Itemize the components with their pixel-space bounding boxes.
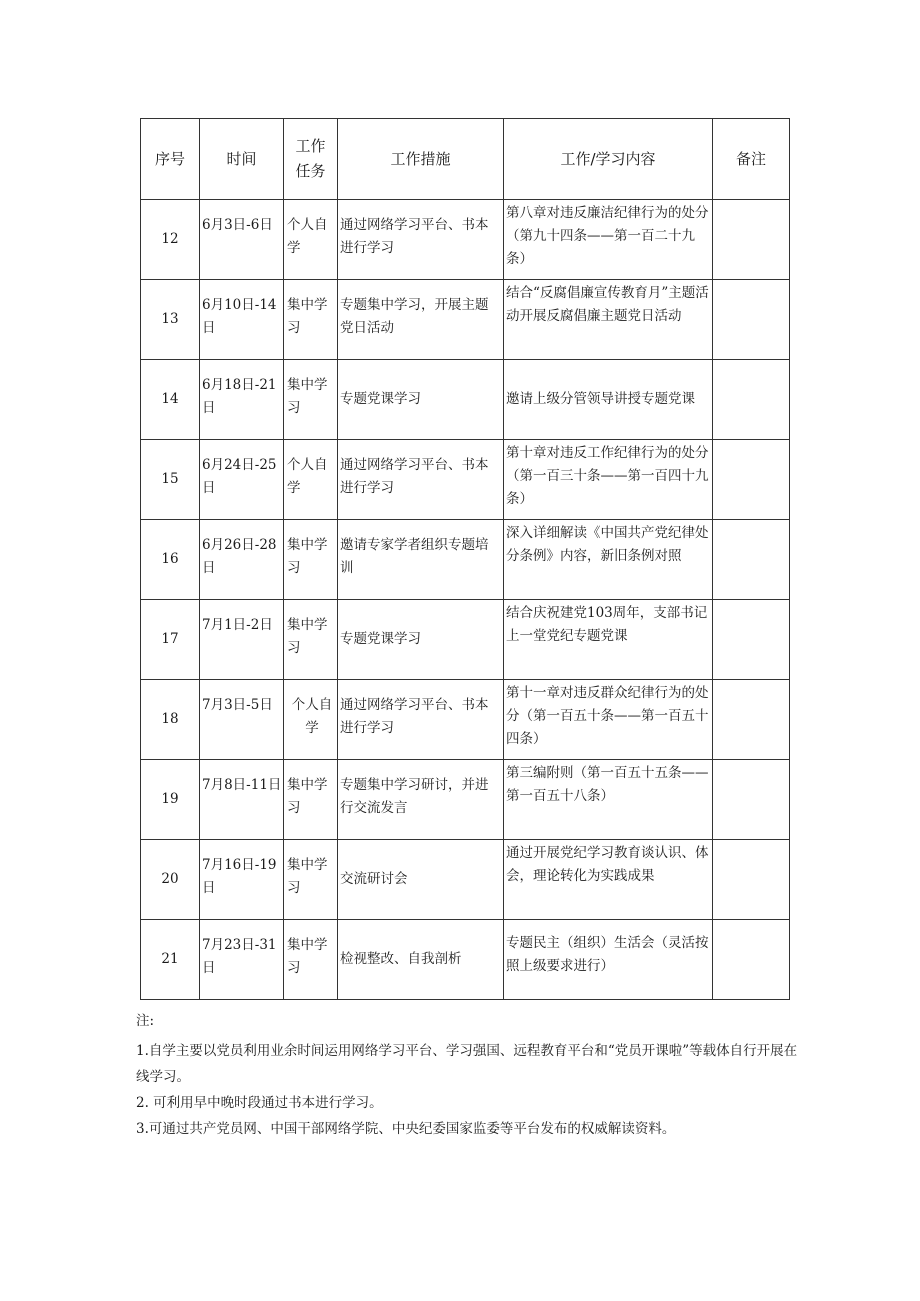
table-row [141,520,790,600]
cell-remark [713,760,790,840]
cell-content: 第十章对违反工作纪律行为的处分（第一百三十条——第一百四十九条） [504,440,713,520]
cell-seq: 17 [141,600,200,680]
cell-task: 集中学习 [284,360,338,440]
cell-content: 第三编附则（第一百五十五条——第一百五十八条） [504,760,713,840]
cell-seq: 16 [141,520,200,600]
cell-content: 邀请上级分管领导讲授专题党课 [504,360,713,440]
table-row [141,360,790,440]
cell-measure: 专题集中学习，开展主题党日活动 [338,280,504,360]
cell-measure: 通过网络学习平台、书本进行学习 [338,680,504,760]
cell-task: 集中学习 [284,520,338,600]
cell-measure: 专题党课学习 [338,360,504,440]
cell-time: 7月23日-31日 [200,920,284,1000]
cell-task: 集中学习 [284,280,338,360]
cell-task: 个人自学 [284,680,338,760]
cell-remark [713,280,790,360]
cell-seq: 14 [141,360,200,440]
cell-seq: 15 [141,440,200,520]
cell-content: 结合“反腐倡廉宣传教育月”主题活动开展反腐倡廉主题党日活动 [504,280,713,360]
table-row [141,680,790,760]
table-row [141,840,790,920]
cell-content: 通过开展党纪学习教育谈认识、体会，理论转化为实践成果 [504,840,713,920]
cell-remark [713,200,790,280]
cell-time: 7月3日-5日 [200,680,284,760]
cell-remark [713,360,790,440]
header-seq: 序号 [141,119,200,200]
header-task-line2: 任务 [295,162,326,180]
note-item: 1.自学主要以党员利用业余时间运用网络学习平台、学习强国、远程教育平台和“党员开课啦”等载体自行开展在线学习。 [136,1043,798,1085]
cell-task: 集中学习 [284,760,338,840]
cell-remark [713,600,790,680]
cell-seq: 13 [141,280,200,360]
cell-measure: 通过网络学习平台、书本进行学习 [338,440,504,520]
cell-measure: 交流研讨会 [338,840,504,920]
cell-measure: 邀请专家学者组织专题培训 [338,520,504,600]
cell-task: 集中学习 [284,600,338,680]
table-row [141,760,790,840]
notes-title: 注: [136,1013,155,1029]
cell-content: 专题民主（组织）生活会（灵活按照上级要求进行） [504,920,713,1000]
cell-time: 6月26日-28日 [200,520,284,600]
cell-content: 结合庆祝建党103周年，支部书记上一堂党纪专题党课 [504,600,713,680]
cell-task: 个人自学 [284,200,338,280]
header-content: 工作/学习内容 [504,119,713,200]
cell-seq: 18 [141,680,200,760]
cell-seq: 21 [141,920,200,1000]
note-item: 3.可通过共产党员网、中国干部网络学院、中央纪委国家监委等平台发布的权威解读资料。 [136,1121,676,1137]
notes-section [136,1008,800,1142]
cell-time: 7月8日-11日 [200,760,284,840]
cell-remark [713,440,790,520]
header-measure: 工作措施 [338,119,504,200]
table-header-row [141,119,790,200]
cell-remark [713,840,790,920]
cell-time: 7月1日-2日 [200,600,284,680]
header-task [284,119,338,200]
table-row [141,600,790,680]
cell-measure: 专题党课学习 [338,600,504,680]
cell-time: 7月16日-19日 [200,840,284,920]
cell-seq: 19 [141,760,200,840]
cell-remark [713,920,790,1000]
header-time: 时间 [200,119,284,200]
cell-task: 集中学习 [284,840,338,920]
cell-remark [713,680,790,760]
cell-measure: 专题集中学习研讨，并进行交流发言 [338,760,504,840]
cell-content: 深入详细解读《中国共产党纪律处分条例》内容，新旧条例对照 [504,520,713,600]
cell-task: 集中学习 [284,920,338,1000]
cell-seq: 20 [141,840,200,920]
cell-time: 6月3日-6日 [200,200,284,280]
cell-time: 6月18日-21日 [200,360,284,440]
cell-measure: 通过网络学习平台、书本进行学习 [338,200,504,280]
cell-time: 6月10日-14日 [200,280,284,360]
cell-task: 个人自学 [284,440,338,520]
table-row [141,920,790,1000]
study-schedule-table [140,118,790,1000]
note-item: 2. 可利用早中晚时段通过书本进行学习。 [136,1095,383,1111]
table-row [141,200,790,280]
cell-time: 6月24日-25日 [200,440,284,520]
cell-content: 第十一章对违反群众纪律行为的处分（第一百五十条——第一百五十四条） [504,680,713,760]
cell-measure: 检视整改、自我剖析 [338,920,504,1000]
header-task-line1: 工作 [295,137,326,155]
cell-remark [713,520,790,600]
table-row [141,440,790,520]
cell-seq: 12 [141,200,200,280]
table-row [141,280,790,360]
header-remark: 备注 [713,119,790,200]
cell-content: 第八章对违反廉洁纪律行为的处分（第九十四条——第一百二十九条） [504,200,713,280]
